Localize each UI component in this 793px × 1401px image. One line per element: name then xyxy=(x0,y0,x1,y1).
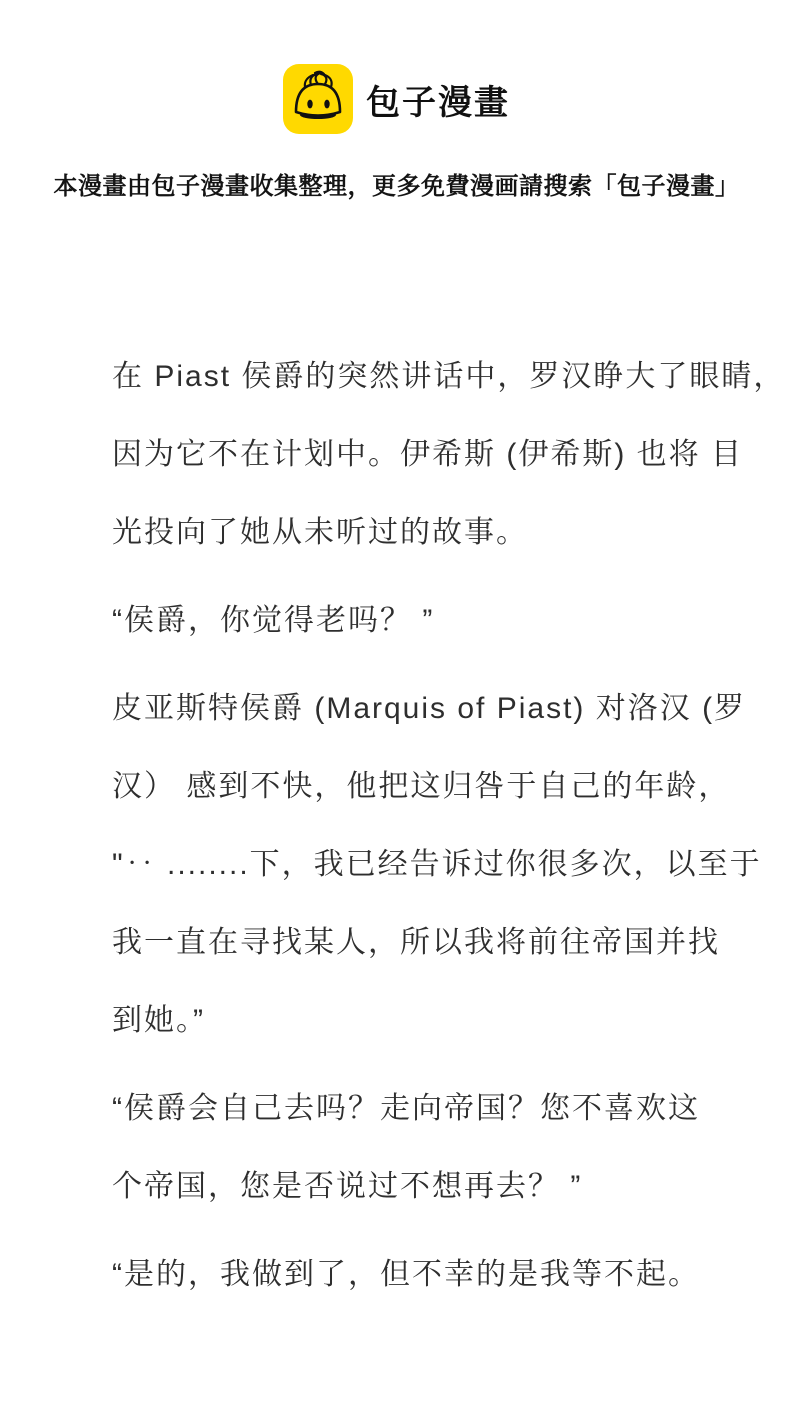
paragraph xyxy=(112,1236,743,1314)
text-line: “是的，我做到了，但不幸的是我等不起。 xyxy=(112,1258,700,1291)
text-line: 在 Piast 侯爵的突然讲话中，罗汉睁大了眼睛， xyxy=(112,360,786,393)
text-line: 光投向了她从未听过的故事。 xyxy=(112,516,528,549)
text-line: 皮亚斯特侯爵 (Marquis of Piast) 对洛汉 (罗 xyxy=(112,692,747,725)
baozi-bun-icon xyxy=(283,64,353,134)
text-line: "‥ ........下，我已经告诉过你很多次，以至于 xyxy=(112,848,762,881)
paragraph xyxy=(112,1070,743,1226)
text-line: 我一直在寻找某人，所以我将前往帝国并找 xyxy=(112,926,720,959)
text-line: 个帝国，您是否说过不想再去？ ” xyxy=(112,1170,583,1203)
brand-header xyxy=(0,0,793,134)
text-line: 到她。” xyxy=(112,1004,205,1037)
text-line: 因为它不在计划中。伊希斯 (伊希斯) 也将 目 xyxy=(112,438,743,471)
text-line: 汉） 感到不快，他把这归咎于自己的年龄， xyxy=(112,770,731,803)
story-text xyxy=(0,338,793,1314)
collection-notice: 本漫畫由包子漫畫收集整理，更多免費漫画請搜索「包子漫畫」 xyxy=(53,173,740,200)
text-line: “侯爵，你觉得老吗？ ” xyxy=(112,604,435,637)
paragraph xyxy=(112,670,762,1060)
paragraph xyxy=(112,582,743,660)
text-line: “侯爵会自己去吗？走向帝国？您不喜欢这 xyxy=(112,1092,700,1125)
brand-title: 包子漫畫 xyxy=(366,83,510,122)
paragraph xyxy=(112,338,786,572)
